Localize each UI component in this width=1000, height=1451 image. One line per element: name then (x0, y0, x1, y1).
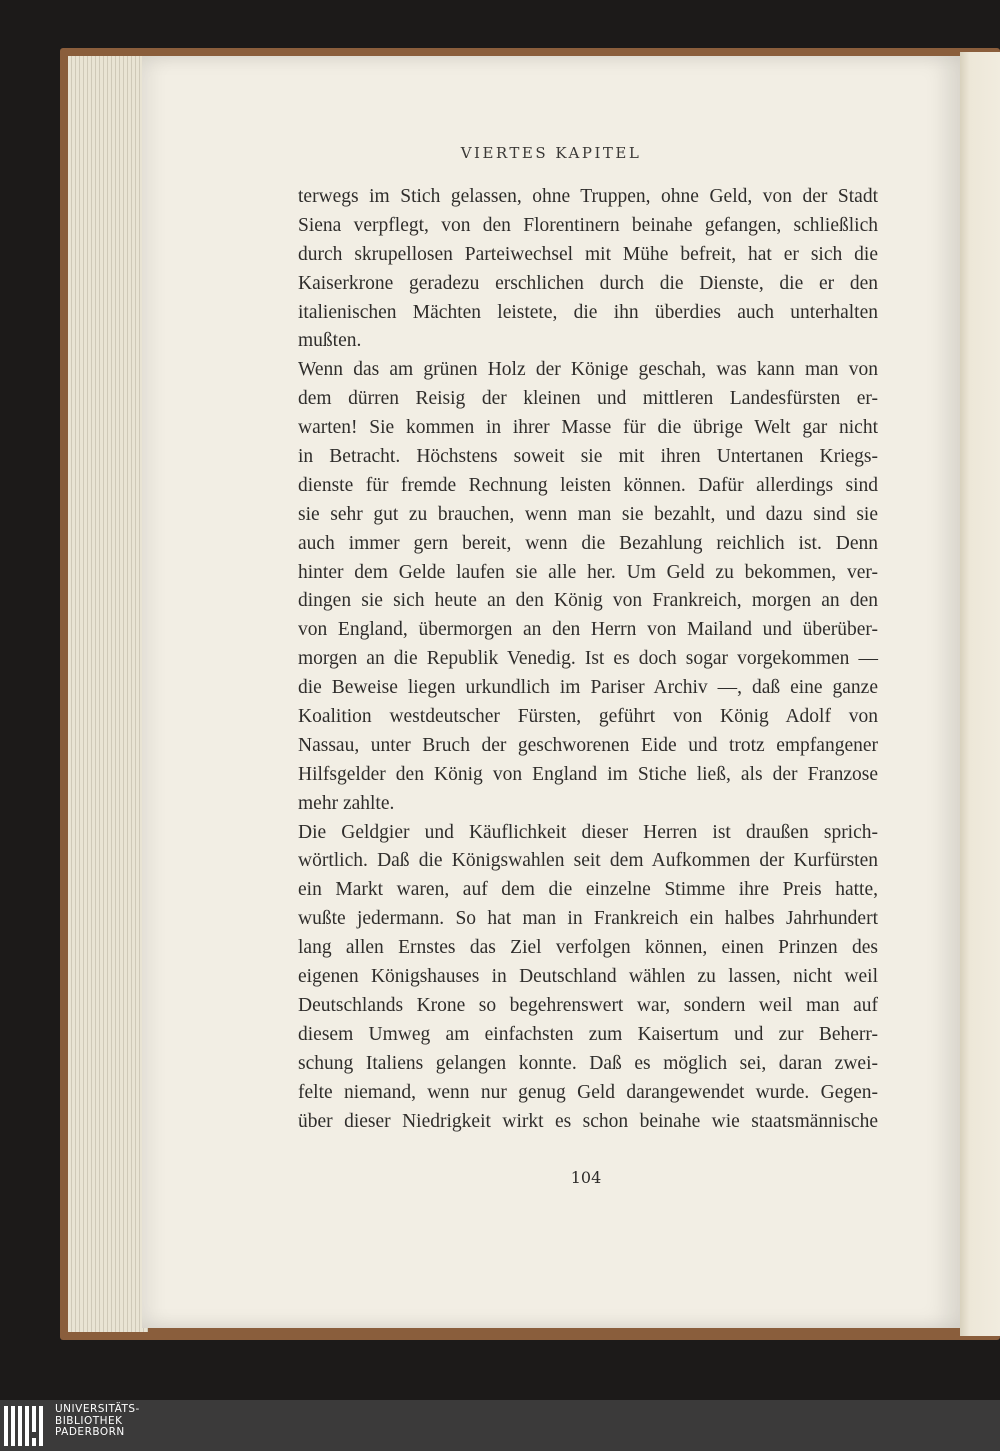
text-line: Nassau, unter Bruch der geschworenen Eide und trotz empfangener (298, 734, 878, 756)
library-name-line: PADERBORN (55, 1426, 125, 1438)
text-line: wörtlich. Daß die Königswahlen seit dem Aufkommen der Kurfürsten (298, 850, 878, 872)
text-line: hinter dem Gelde laufen sie alle her. Um Geld zu bekommen, ver- (298, 561, 878, 583)
text-line: terwegs im Stich gelassen, ohne Truppen, ohne Geld, von der Stadt (298, 186, 878, 207)
text-line: dienste für fremde Rechnung leisten können. Dafür allerdings sind (298, 474, 878, 496)
next-page-edge (960, 52, 1000, 1336)
text-line: über dieser Niedrigkeit wirkt es schon beinahe wie staatsmännische (298, 1110, 878, 1132)
page-edges (68, 56, 148, 1332)
library-name (55, 1404, 140, 1439)
text-line: dingen sie sich heute an den König von Frankreich, morgen an den (298, 590, 878, 612)
text-line: dem dürren Reisig der kleinen und mittleren Landesfürsten er- (298, 388, 878, 410)
text-line: mußten. (298, 330, 362, 352)
library-logo-icon (4, 1406, 46, 1446)
text-line: Koalition westdeutscher Fürsten, geführt von König Adolf von (298, 706, 878, 728)
text-line: mehr zahlte. (298, 792, 395, 814)
text-line: felte niemand, wenn nur genug Geld darangewendet wurde. Gegen- (298, 1081, 878, 1103)
text-line: Wenn das am grünen Holz der Könige geschah, was kann man von (298, 359, 878, 381)
text-line: durch skrupellosen Parteiwechsel mit Mühe befreit, hat er sich die (298, 243, 878, 265)
text-line: ein Markt waren, auf dem die einzelne Stimme ihre Preis hatte, (298, 879, 878, 901)
text-line: Siena verpflegt, von den Florentinern beinahe gefangen, schließlich (298, 214, 878, 236)
text-line: lang allen Ernstes das Ziel verfolgen können, einen Prinzen des (298, 937, 878, 959)
text-line: diesem Umweg am einfachsten zum Kaisertum und zur Beherr- (298, 1023, 878, 1045)
text-line: auch immer gern bereit, wenn die Bezahlung reichlich ist. Denn (298, 532, 878, 554)
text-line: schung Italiens gelangen konnte. Daß es möglich sei, daran zwei- (298, 1052, 878, 1074)
library-name-line: UNIVERSITÄTS- (55, 1403, 140, 1415)
footer-bar (0, 1400, 1000, 1451)
text-line: sie sehr gut zu brauchen, wenn man sie bezahlt, und dazu sind sie (298, 503, 878, 525)
text-line: Die Geldgier und Käuflichkeit dieser Herren ist draußen sprich- (298, 821, 878, 843)
text-line: Deutschlands Krone so begehrenswert war, sondern weil man auf (298, 994, 878, 1016)
text-line: Hilfsgelder den König von England im Stiche ließ, als der Franzose (298, 763, 878, 785)
text-line: Kaiserkrone geradezu erschlichen durch die Dienste, die er den (298, 272, 878, 294)
text-line: warten! Sie kommen in ihrer Masse für die übrige Welt gar nicht (298, 417, 878, 439)
page-number: 104 (570, 1168, 602, 1187)
body-text (298, 183, 878, 1136)
text-line: morgen an die Republik Venedig. Ist es doch sogar vorgekommen — (298, 648, 878, 670)
text-line: wußte jedermann. So hat man in Frankreich ein halbes Jahrhundert (298, 908, 878, 930)
library-name-line: BIBLIOTHEK (55, 1414, 123, 1427)
text-line: italienischen Mächten leistete, die ihn überdies auch unterhalten (298, 301, 878, 323)
text-line: von England, übermorgen an den Herrn von Mailand und überüber- (298, 619, 878, 641)
text-line: die Beweise liegen urkundlich im Pariser Archiv —, daß eine ganze (298, 677, 878, 699)
text-line: eigenen Königshauses in Deutschland wählen zu lassen, nicht weil (298, 966, 878, 988)
text-line: in Betracht. Höchstens soweit sie mit ihren Untertanen Kriegs- (298, 446, 878, 468)
running-head: VIERTES KAPITEL (460, 144, 642, 162)
